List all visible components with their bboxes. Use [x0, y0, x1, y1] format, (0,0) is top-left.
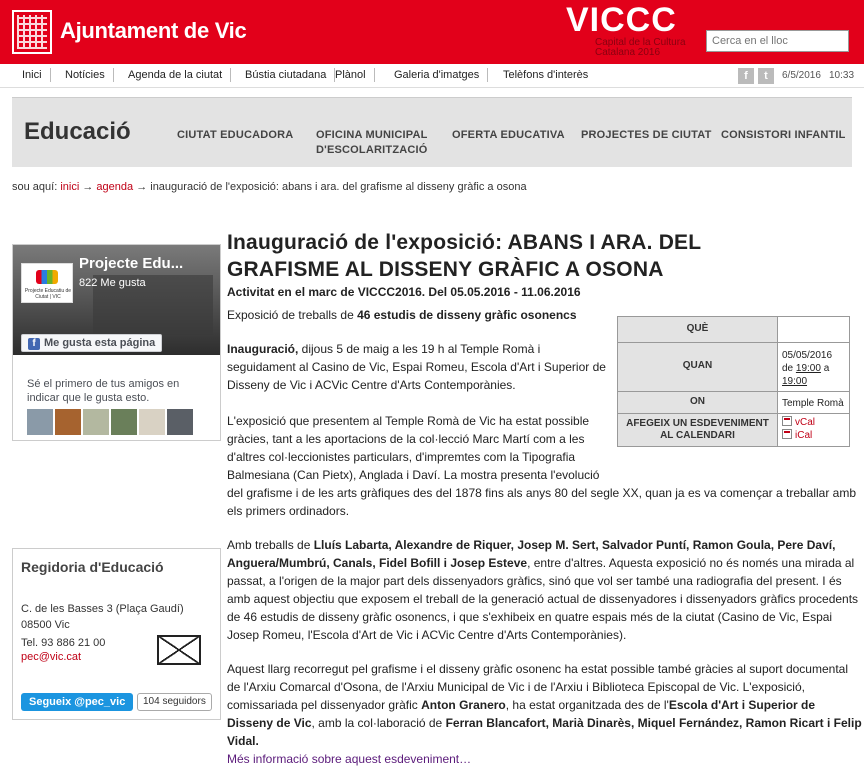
text: Josep Romeu, l'Escola d'Art de Vic i ACVic Centre d'Arts Contemporànies).: [227, 628, 627, 642]
text-bold: Ferran Blancafort, Marià Dinarès, Miquel Fernández, Ramon Ricart i Felip: [445, 716, 862, 730]
nav-item-galeria[interactable]: Galeria d'imatges: [386, 68, 488, 82]
ical-link[interactable]: iCal: [795, 430, 813, 441]
event-time-end: 19:00: [782, 376, 808, 387]
breadcrumb-prefix: sou aquí:: [12, 181, 58, 193]
top-header: [0, 0, 864, 64]
facebook-like-button[interactable]: [21, 334, 162, 352]
viccc-subtitle: Capital de la Cultura Catalana 2016: [595, 37, 686, 58]
text-bold: Anton Granero: [421, 698, 506, 712]
calendar-icon: [782, 429, 792, 439]
breadcrumb-current: inauguració de l'exposició: abans i ara. del grafisme al disseny gràfic a osona: [150, 181, 527, 193]
calendar-icon: [782, 416, 792, 426]
event-on-value: Temple Romà: [778, 392, 850, 414]
event-time-start: 19:00: [795, 363, 821, 374]
vcal-link[interactable]: vCal: [795, 417, 816, 428]
friend-avatar[interactable]: [55, 409, 81, 435]
text-bold: Vidal.: [227, 734, 259, 748]
text: Exposició de treballs de: [227, 308, 358, 322]
mail-icon[interactable]: [157, 635, 201, 665]
regidoria-title: Regidoria d'Educació: [21, 559, 164, 575]
text-bold: Escola d'Art i Superior de: [668, 698, 816, 712]
event-calendar-links: [778, 414, 850, 447]
article-subtitle: Activitat en el marc de VICCC2016. Del 05.05.2016 - 11.06.2016: [227, 285, 581, 299]
like-button-label: Me gusta esta página: [44, 337, 156, 349]
text: del grafisme i de les arts gràfiques des del 1878 fins als anys 80 del segle XX, quan ja es va començar a treballar amb: [227, 486, 857, 500]
event-que-label: QUÈ: [618, 317, 778, 343]
breadcrumb-arrow: →: [136, 181, 148, 193]
section-band: [12, 97, 852, 167]
site-title[interactable]: Ajuntament de Vic: [60, 18, 247, 43]
tab-ciutat-educadora[interactable]: CIUTAT EDUCADORA: [177, 129, 294, 141]
friend-avatar[interactable]: [139, 409, 165, 435]
text: Aquest llarg recorregut pel grafisme i el disseny gràfic osonenc ha estat possible també gràcies al suport documental: [227, 662, 848, 676]
text: amb aquest objectiu que exposem el treball de la generació actual de dissenyadores i dissenyadors gràfics procedents: [227, 592, 859, 606]
text: , amb la col·laboració de: [311, 716, 446, 730]
event-time-separator: a: [823, 363, 830, 374]
nav-item-planol[interactable]: Plànol: [327, 68, 375, 82]
facebook-page-name[interactable]: Projecte Edu...: [79, 255, 184, 272]
section-title[interactable]: Educació: [24, 118, 131, 145]
text: Disseny de Vic i ACVic Centre d'Arts Contemporànies.: [227, 378, 516, 392]
text: passat, a l'origen de la major part dels dissenyadors gràfics, sinó que vol ser també una radiografia del present. I és: [227, 574, 842, 588]
text: Amb treballs de: [227, 538, 314, 552]
facebook-friends-text: Sé el primero de tus amigos en indicar que le gusta esto.: [27, 378, 180, 404]
event-que-value: [778, 317, 850, 343]
current-time: 10:33: [829, 70, 855, 81]
text: els primers ordinadors.: [227, 504, 350, 518]
tab-oficina-escolaritzacio[interactable]: OFICINA MUNICIPAL D'ESCOLARITZACIÓ: [316, 129, 428, 156]
facebook-icon: f: [28, 338, 40, 350]
regidoria-email-link[interactable]: pec@vic.cat: [21, 651, 82, 663]
text: L'exposició que presentem al Temple Romà de Vic ha estat possible: [227, 414, 590, 428]
tab-consistori-infantil[interactable]: CONSISTORI INFANTIL: [721, 129, 846, 141]
tab-projectes-ciutat[interactable]: PROJECTES DE CIUTAT: [581, 129, 712, 141]
event-quan-label: QUAN: [618, 343, 778, 392]
breadcrumb-arrow: →: [82, 181, 94, 193]
twitter-follow-button[interactable]: Segueix @pec_vic: [21, 693, 133, 711]
viccc-logo[interactable]: VICCC: [566, 1, 677, 39]
breadcrumb: [12, 181, 527, 193]
event-date: 05/05/2016 de: [782, 350, 833, 374]
ajuntament-logo-icon[interactable]: [12, 10, 52, 54]
text: d'altres col·leccionistes particulars, d'impremtes com la Tipografia: [227, 450, 576, 464]
article-paragraph-treballs: [227, 536, 858, 644]
article-paragraph-recorregut: [227, 660, 862, 750]
text-bold: Anguera/Mumbrú, Canals, Fidel Bofill i Josep Esteve: [227, 556, 528, 570]
nav-item-agenda[interactable]: Agenda de la ciutat: [120, 68, 231, 82]
regidoria-contact-box: [12, 548, 221, 720]
text: , ha estat organitzada des de l': [505, 698, 669, 712]
facebook-page-widget: [12, 244, 221, 441]
article-paragraph-inauguracio: [227, 340, 606, 394]
regidoria-phone: Tel. 93 886 21 00: [21, 637, 106, 649]
nav-item-noticies[interactable]: Notícies: [57, 68, 114, 82]
text: seguidament al Casino de Vic, Espai Romeu, Escola d'Art i Superior de: [227, 360, 606, 374]
text-bold: 46 estudis de disseny gràfic osonencs: [357, 308, 577, 322]
twitter-icon[interactable]: t: [758, 68, 774, 84]
friend-avatar[interactable]: [111, 409, 137, 435]
friend-avatar[interactable]: [27, 409, 53, 435]
text: de l'Arxiu Comarcal d'Osona, de l'Arxiu Municipal de Vic i de l'Arxiu i Biblioteca Episcopal de Vic. L'exposició,: [227, 680, 805, 694]
text: de 46 estudis de disseny gràfic osonencs, i que s'exhibeix en quatre espais més de la ciutat (Casino de Vic, Espai: [227, 610, 833, 624]
friend-avatar[interactable]: [167, 409, 193, 435]
tab-oferta-educativa[interactable]: OFERTA EDUCATIVA: [452, 129, 565, 141]
projecte-educatiu-logo-icon[interactable]: [21, 263, 73, 303]
regidoria-address: C. de les Basses 3 (Plaça Gaudí): [21, 603, 184, 615]
twitter-follower-count[interactable]: 104 seguidors: [137, 693, 212, 711]
event-calendar-label: AFEGEIX UN ESDEVENIMENT AL CALENDARI: [618, 414, 778, 447]
regidoria-postal: 08500 Vic: [21, 619, 70, 631]
text: , entre d'altres. Aquesta exposició no és només una mirada al: [527, 556, 855, 570]
friend-avatar[interactable]: [83, 409, 109, 435]
logo-text: Projecte Educatiu de Ciutat | VIC: [24, 288, 72, 300]
nav-item-inici[interactable]: Inici: [14, 68, 51, 82]
text: dijous 5 de maig a les 19 h al Temple Romà i: [298, 342, 541, 356]
article-intro: [227, 306, 577, 324]
breadcrumb-home-link[interactable]: inici: [60, 181, 80, 193]
current-date: 6/5/2016: [782, 70, 821, 81]
text-bold: Inauguració,: [227, 342, 299, 356]
facebook-icon[interactable]: f: [738, 68, 754, 84]
text-bold: Lluís Labarta, Alexandre de Riquer, Josep M. Sert, Salvador Puntí, Ramon Goula, Pere Daví,: [313, 538, 836, 552]
nav-item-bustia[interactable]: Bústia ciutadana: [237, 68, 335, 82]
search-input[interactable]: [706, 30, 849, 52]
nav-item-telefons[interactable]: Telèfons d'interès: [503, 69, 589, 81]
breadcrumb-agenda-link[interactable]: agenda: [96, 181, 134, 193]
article-title: Inauguració de l'exposició: ABANS I ARA. DEL GRAFISME AL DISSENY GRÀFIC A OSONA: [227, 231, 701, 281]
more-info-link[interactable]: Més informació sobre aquest esdeveniment…: [227, 752, 472, 766]
event-info-table: [617, 316, 850, 447]
text-bold: Disseny de Vic: [227, 716, 312, 730]
facebook-like-count: 822 Me gusta: [79, 277, 146, 289]
facebook-cover-image[interactable]: [13, 245, 220, 355]
event-quan-value: [778, 343, 850, 392]
event-on-label: ON: [618, 392, 778, 414]
text: gràcies, tant a les aportacions de la col·lecció Marc Martí com a les: [227, 432, 585, 446]
main-nav: [0, 64, 864, 88]
text: Balmesiana (Can Pietx), Anglada i Daví. La mostra presenta l'evolució: [227, 468, 600, 482]
text: comissariada pel dissenyador gràfic: [227, 698, 422, 712]
